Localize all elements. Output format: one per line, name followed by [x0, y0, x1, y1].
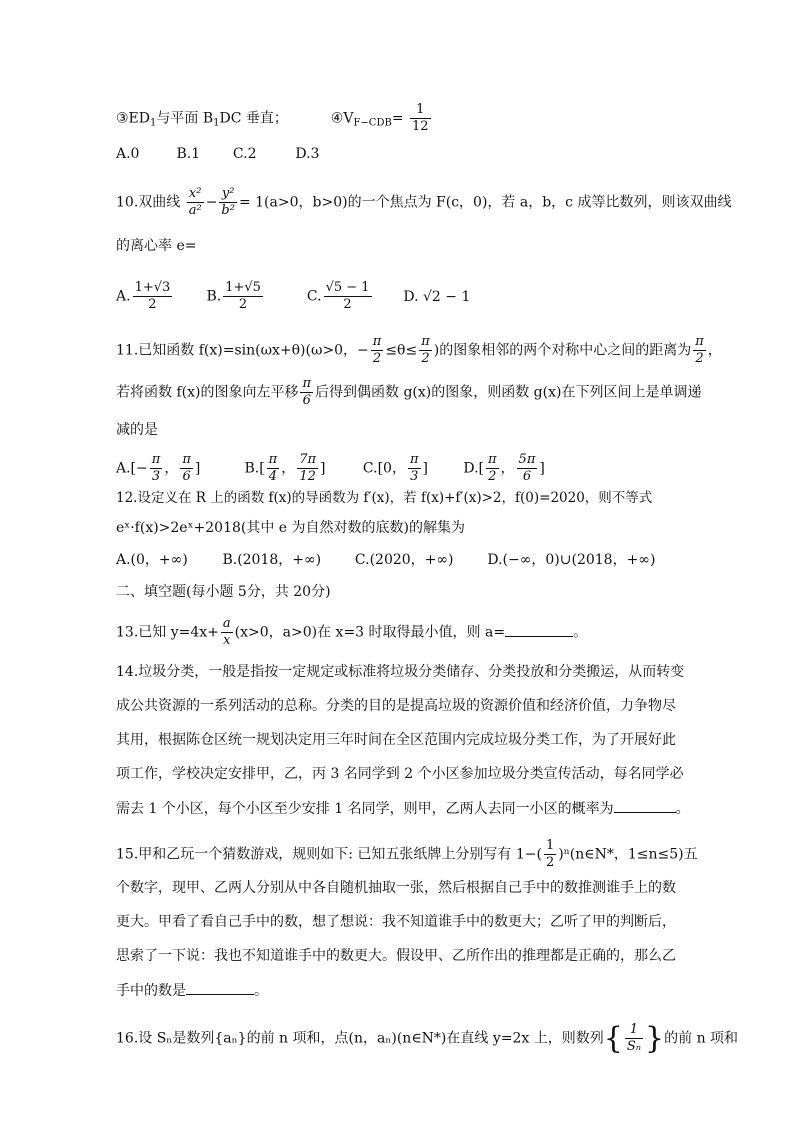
q11-optB-mid: ， [281, 460, 296, 477]
q15-frac-den: 2 [545, 855, 555, 870]
q16-frac [625, 1022, 643, 1055]
q10-optC-den: 2 [343, 297, 352, 312]
q11-optA-end: ] [194, 460, 201, 477]
q11-line1 [116, 334, 722, 367]
q11-optD-frac2 [517, 452, 538, 485]
q11-optD-f1-num: π [488, 452, 497, 467]
q11-optA-f1-den: 3 [151, 469, 161, 484]
q9-item3-sub2: 1 [213, 117, 220, 129]
q14-text-1: 14.垃圾分类，一般是指按一定规定或标准将垃圾分类储存、分类投放和分类搬运，从而转变 [116, 664, 685, 680]
q11-optD-mid: ， [500, 460, 515, 477]
q12-line1 [116, 488, 652, 508]
q11-optB-end: ] [320, 460, 326, 477]
q11-optD-pre: D.[ [463, 460, 484, 477]
q15-text-3: 更大。甲看了看自己手中的数，想了想说：我不知道谁手中的数更大；乙听了甲的判断后， [116, 914, 676, 930]
q10-optB-den: 2 [238, 297, 248, 312]
q12-option-c: C.(2020，+∞) [354, 552, 454, 568]
q10-frac2-num: y² [219, 186, 237, 203]
section-heading [116, 582, 331, 602]
q11-l1-frac3-den: 2 [695, 351, 704, 366]
q15-line2 [116, 878, 676, 898]
q10-optC-num: √5 − 1 [325, 280, 370, 295]
q15-line4 [116, 946, 676, 966]
q9-item3-sub: 1 [150, 117, 157, 129]
q15-l1-prefix: 15.甲和乙玩一个猜数游戏，规则如下: 已知五张纸牌上分别写有 1−( [116, 846, 542, 863]
q9-option-c: C.2 [232, 146, 257, 162]
q12-line2 [116, 518, 465, 538]
q10-line2-text: 的离心率 e= [116, 238, 197, 254]
q11-l1-prefix: 11.已知函数 f(x)=sin(ωx+θ)(ω>0，− [116, 342, 369, 359]
q11-l2-suffix: 后得到偶函数 g(x)的图象，则函数 g(x)在下列区间上是单调递 [315, 384, 702, 401]
q12-option-d: D.(−∞，0)∪(2018，+∞) [487, 552, 656, 568]
q9-item3-prefix: ③ED [116, 110, 150, 127]
q14-text-3: 其用，根据陈仓区统一规划决定用三年时间在全区范围内完成垃圾分类工作，为了开展好此 [116, 732, 676, 748]
q10-option-c [307, 280, 399, 313]
q11-optB-pre: B.[ [244, 460, 265, 477]
q11-optB-frac2 [297, 452, 318, 485]
q15-line1 [116, 838, 698, 871]
q10-prefix: 10.双曲线 [116, 194, 181, 211]
q14-line1 [116, 662, 684, 682]
q11-l1-frac3 [693, 334, 706, 367]
q11-optA-frac1 [150, 452, 163, 485]
q11-l1-frac2-den: 2 [421, 351, 430, 366]
q11-optA-f2-num: π [182, 452, 191, 467]
q9-item4-prefix: ④V [330, 110, 354, 127]
q11-line2 [116, 376, 701, 409]
q11-l1-frac1-den: 2 [372, 351, 382, 366]
q11-optC-f-den: 3 [410, 469, 419, 484]
q16-prefix: 16.设 Sₙ是数列{aₙ}的前 n 项和，点(n，aₙ)(n∈N*)在直线 y=2x 上，则数列 [116, 1030, 604, 1047]
q11-options [116, 452, 545, 485]
q11-option-b [244, 452, 358, 485]
q10-optC-frac [324, 280, 372, 313]
q15-frac [544, 838, 556, 871]
q9-item4-eq: = [391, 110, 404, 127]
q9-item3-suffix: DC 垂直； [219, 110, 288, 127]
q11-optC-f-num: π [409, 452, 419, 467]
section-heading-text: 二、填空题(每小题 5分，共 20分) [116, 584, 331, 600]
q15-l5-end: 。 [254, 983, 268, 999]
q14-line4 [116, 764, 684, 784]
q9-item4-fraction [410, 102, 431, 135]
q12-options [116, 550, 655, 570]
q14-line3 [116, 730, 676, 750]
q11-optA-pre: A.[− [116, 460, 148, 477]
q14-text-4: 项工作，学校决定安排甲，乙，丙 3 名同学到 2 个小区参加垃圾分类宣传活动，每名同学必 [116, 766, 684, 782]
q11-l1-end: ， [707, 342, 722, 359]
q11-option-a [116, 452, 240, 485]
q11-l1-frac1 [371, 334, 384, 367]
q9-items-line [116, 102, 433, 135]
q11-l2-frac-den: 6 [302, 393, 311, 408]
q16-frac-den: Sₙ [626, 1039, 642, 1054]
q11-optB-f1-num: π [268, 452, 278, 467]
q9-options [116, 144, 319, 164]
q14-answer-blank[interactable] [614, 798, 676, 813]
q9-item4-num: 1 [410, 102, 431, 119]
q10-optB-label: B. [206, 288, 222, 305]
q10-text: = 1(a>0，b>0)的一个焦点为 F(c，0)，若 a，b，c 成等比数列，则该双曲线 [238, 194, 732, 211]
q11-l1-frac2-num: π [421, 334, 430, 349]
q10-optA-den: 2 [148, 297, 157, 312]
q16-right-brace: } [645, 1020, 665, 1056]
q13-frac-den: x [223, 633, 231, 648]
q11-optD-f2-num: 5π [518, 452, 536, 467]
q10-frac2-den: b² [221, 203, 235, 218]
q11-l2-frac-num: π [302, 376, 311, 391]
q9-item4-sub: F−CDB [353, 117, 392, 129]
q11-l1-frac2 [419, 334, 432, 367]
q14-text-5: 需去 1 个小区，每个小区至少安排 1 名同学，则甲，乙两人去同一小区的概率为 [116, 801, 614, 817]
q13-answer-blank[interactable] [505, 622, 573, 637]
q11-optB-frac1 [267, 452, 280, 485]
q11-optD-frac1 [486, 452, 499, 485]
q13-end: 。 [573, 624, 588, 641]
q15-text-4: 思索了一下说：我也不知道谁手中的数更大。假设甲、乙所作出的推理都是正确的，那么乙 [116, 948, 676, 964]
q9-option-b: B.1 [176, 146, 201, 162]
q14-text-2: 成公共资源的一系列活动的总称。分类的目的是提高垃圾的资源价值和经济价值，力争物尽 [116, 698, 676, 714]
q15-l1-suffix: )ⁿ(n∈N*，1≤n≤5)五 [558, 846, 698, 863]
q12-option-a: A.(0，+∞) [116, 552, 188, 568]
q10-option-d: D. √2 − 1 [403, 288, 471, 305]
q11-optC-pre: C.[0， [362, 460, 406, 477]
q16-suffix: 的前 n 项和 [664, 1030, 739, 1047]
q11-option-d [463, 452, 544, 485]
q10-frac1 [187, 186, 204, 219]
q12-l1: 12.设定义在 R 上的函数 f(x)的导函数为 f′(x)，若 f(x)+f′(x)>2，f(0)=2020，则不等式 [116, 490, 653, 506]
q10-line1 [116, 186, 731, 219]
q11-optD-end: ] [539, 460, 545, 477]
q10-optB-num: 1+√5 [225, 280, 261, 295]
q10-option-a [116, 280, 202, 313]
q10-optB-frac [223, 280, 263, 313]
q15-frac-num: 1 [545, 838, 555, 853]
q11-option-c [363, 452, 459, 485]
q11-optA-f1-num: π [151, 452, 161, 467]
q14-line2 [116, 696, 676, 716]
q10-line2 [116, 236, 196, 256]
q15-l5-prefix: 手中的数是 [116, 983, 186, 999]
q11-optD-f2-den: 6 [522, 469, 532, 484]
q16-line [116, 1022, 738, 1055]
q16-frac-num: 1 [625, 1022, 643, 1039]
q13-frac-num: a [222, 616, 231, 631]
q15-line3 [116, 912, 676, 932]
q10-frac1-num: x² [187, 186, 204, 203]
q11-optC-frac [408, 452, 421, 485]
q9-item4-den: 12 [412, 119, 429, 134]
q9-option-d: D.3 [295, 146, 320, 162]
q11-optA-f2-den: 6 [182, 469, 191, 484]
q11-l1-mid: ≤θ≤ [385, 342, 418, 359]
q11-l2-prefix: 若将函数 f(x)的图象向左平移 [116, 384, 299, 401]
q11-optB-f2-num: 7π [299, 452, 317, 467]
q11-line3 [116, 420, 158, 440]
q11-optB-f2-den: 12 [299, 469, 316, 484]
q15-line5 [116, 980, 268, 1001]
q10-optA-num: 1+√3 [134, 280, 171, 295]
q11-l3: 减的是 [116, 422, 158, 438]
q13-prefix: 13.已知 y=4x+ [116, 624, 219, 641]
q15-text-2: 个数字，现甲、乙两人分别从中各自随机抽取一张，然后根据自己手中的数推测谁手上的数 [116, 880, 676, 896]
q11-l1-frac1-num: π [372, 334, 382, 349]
q9-option-a: A.0 [116, 146, 140, 162]
q14-line5 [116, 798, 690, 819]
q10-options [116, 280, 470, 313]
q10-option-b [206, 280, 302, 313]
q13-frac [221, 616, 233, 649]
q11-l1-suffix: )的图象相邻的两个对称中心之间的距离为 [433, 342, 692, 359]
q11-optA-mid: ， [164, 460, 179, 477]
q13-line [116, 616, 587, 649]
q13-suffix: (x>0，a>0)在 x=3 时取得最小值，则 a= [234, 624, 506, 641]
q10-frac2 [219, 186, 237, 219]
q10-optA-label: A. [116, 288, 131, 305]
q12-l2: eˣ·f(x)>2eˣ+2018(其中 e 为自然对数的底数)的解集为 [116, 520, 465, 536]
q16-left-brace: { [603, 1020, 623, 1056]
q11-optA-frac2 [180, 452, 193, 485]
q10-optC-label: C. [306, 288, 322, 305]
q14-end: 。 [675, 801, 690, 817]
q11-optD-f1-den: 2 [488, 469, 497, 484]
q11-l1-frac3-num: π [695, 334, 704, 349]
q11-l2-frac [300, 376, 313, 409]
q11-optC-end: ] [422, 460, 428, 477]
q10-frac1-den: a² [188, 203, 202, 218]
q12-option-b: B.(2018，+∞) [222, 552, 322, 568]
q11-optB-f1-den: 4 [268, 469, 278, 484]
q9-item3-mid: 与平面 B [156, 110, 214, 127]
q10-minus: − [205, 194, 218, 211]
q15-answer-blank[interactable] [186, 980, 254, 995]
q10-optA-frac [133, 280, 173, 313]
